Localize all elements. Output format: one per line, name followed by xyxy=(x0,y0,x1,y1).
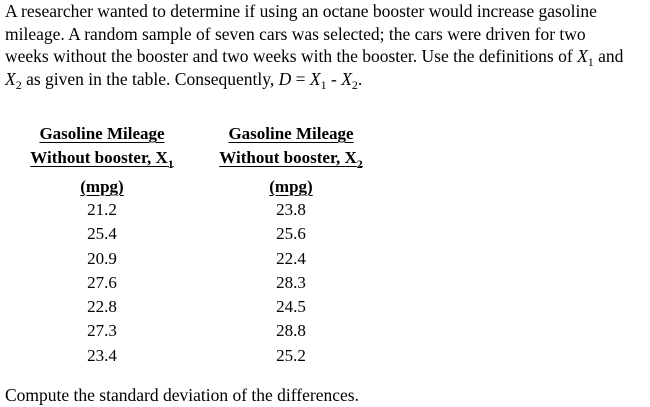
value-list xyxy=(212,198,370,368)
unit-label: (mpg) xyxy=(269,177,313,196)
table-cell: 27.3 xyxy=(87,321,117,341)
table-cell: 25.6 xyxy=(276,224,306,244)
column-header xyxy=(28,122,176,198)
table-cell: 23.4 xyxy=(87,345,117,365)
header-line-2: Without booster, $X_1$ xyxy=(30,148,174,171)
unit-label: (mpg) xyxy=(80,177,124,196)
intro-line-3: weeks without the booster and two weeks with the booster. Use the definitions of $X_1$ and xyxy=(5,46,624,69)
table-column-without-booster-x1 xyxy=(28,122,176,368)
table-cell: 28.8 xyxy=(276,321,306,341)
table-cell: 27.6 xyxy=(87,272,117,292)
table-cell: 23.8 xyxy=(276,200,306,219)
difference-formula: $D = X_1 - X_2$. xyxy=(278,68,363,92)
table-cell: 28.3 xyxy=(276,272,306,292)
value-list xyxy=(28,198,176,368)
intro-line-1: A researcher wanted to determine if using an octane booster would increase gasoline xyxy=(5,1,597,21)
column-header xyxy=(212,122,370,198)
intro-line-2: mileage. A random sample of seven cars was selected; the cars were driven for two xyxy=(5,23,586,44)
table-cell: 22.8 xyxy=(87,297,117,317)
variable-x2: X xyxy=(5,68,16,89)
table-column-with-booster-x2 xyxy=(212,122,370,368)
header-line-1: Gasoline Mileage xyxy=(228,124,354,143)
table-cell: 22.4 xyxy=(276,248,306,268)
variable-x1: X xyxy=(577,46,588,66)
table-cell: 25.2 xyxy=(276,345,306,365)
header-line-2: Without booster, $X_2$ xyxy=(219,148,363,171)
table-cell: 21.2 xyxy=(87,200,117,219)
question-text: Compute the standard deviation of the differences. xyxy=(5,385,359,405)
intro-line-4: $X_2$ as given in the table. Consequently, $D = X_1 - X_2$. xyxy=(5,68,363,92)
problem-statement xyxy=(5,0,647,90)
header-line-1: Gasoline Mileage xyxy=(39,124,165,143)
table-cell: 24.5 xyxy=(276,297,306,317)
table-cell: 20.9 xyxy=(87,248,117,268)
table-cell: 25.4 xyxy=(87,224,117,244)
